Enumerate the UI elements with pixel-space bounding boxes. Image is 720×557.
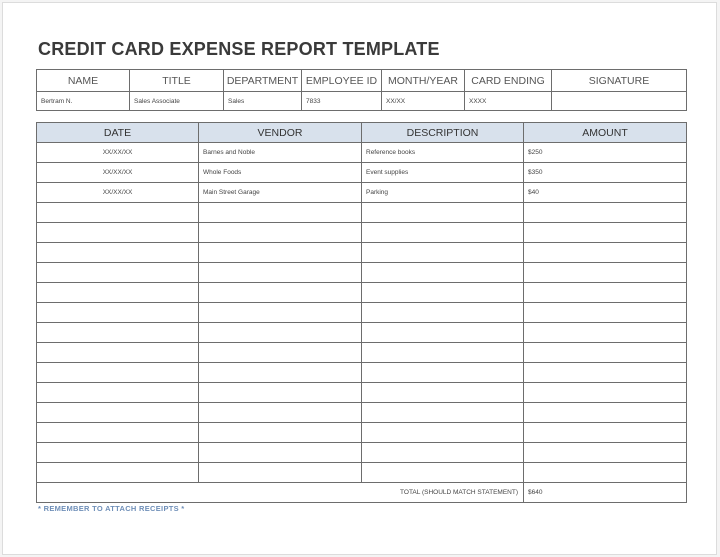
vendor-cell[interactable]	[199, 463, 362, 483]
vendor-cell[interactable]	[199, 223, 362, 243]
table-row	[37, 283, 687, 303]
amount-cell[interactable]	[524, 303, 687, 323]
table-row	[37, 223, 687, 243]
amount-cell[interactable]: $250	[524, 143, 687, 163]
department-header: DEPARTMENT	[224, 70, 302, 92]
vendor-cell[interactable]	[199, 423, 362, 443]
table-row	[37, 463, 687, 483]
description-cell[interactable]	[362, 303, 524, 323]
description-cell[interactable]	[362, 223, 524, 243]
description-cell[interactable]: Parking	[362, 183, 524, 203]
table-row	[37, 203, 687, 223]
total-row	[37, 483, 687, 503]
table-row	[37, 423, 687, 443]
description-cell[interactable]: Event supplies	[362, 163, 524, 183]
total-amount: $640	[524, 483, 687, 503]
table-row	[37, 303, 687, 323]
description-cell[interactable]	[362, 383, 524, 403]
vendor-cell[interactable]: Whole Foods	[199, 163, 362, 183]
date-cell[interactable]	[37, 343, 199, 363]
date-cell[interactable]	[37, 383, 199, 403]
table-row	[37, 143, 687, 163]
date-cell[interactable]	[37, 223, 199, 243]
date-cell[interactable]: XX/XX/XX	[37, 143, 199, 163]
date-cell[interactable]	[37, 423, 199, 443]
description-cell[interactable]	[362, 203, 524, 223]
amount-cell[interactable]	[524, 243, 687, 263]
department-cell[interactable]: Sales	[224, 92, 302, 111]
amount-cell[interactable]	[524, 203, 687, 223]
amount-cell[interactable]	[524, 283, 687, 303]
month-year-cell[interactable]: XX/XX	[382, 92, 465, 111]
vendor-cell[interactable]	[199, 403, 362, 423]
amount-header: AMOUNT	[524, 123, 687, 143]
employee-info-table	[36, 69, 687, 111]
info-header-row	[37, 70, 687, 92]
table-row	[37, 323, 687, 343]
description-cell[interactable]	[362, 263, 524, 283]
signature-cell[interactable]	[552, 92, 687, 111]
signature-header: SIGNATURE	[552, 70, 687, 92]
amount-cell[interactable]	[524, 343, 687, 363]
amount-cell[interactable]	[524, 383, 687, 403]
description-cell[interactable]	[362, 323, 524, 343]
date-cell[interactable]	[37, 303, 199, 323]
vendor-cell[interactable]: Main Street Garage	[199, 183, 362, 203]
date-cell[interactable]	[37, 443, 199, 463]
amount-cell[interactable]	[524, 363, 687, 383]
vendor-cell[interactable]	[199, 443, 362, 463]
description-cell[interactable]	[362, 363, 524, 383]
name-cell[interactable]: Bertram N.	[37, 92, 130, 111]
amount-cell[interactable]	[524, 263, 687, 283]
amount-cell[interactable]	[524, 323, 687, 343]
month-year-header: MONTH/YEAR	[382, 70, 465, 92]
table-row	[37, 443, 687, 463]
card-ending-cell[interactable]: XXXX	[465, 92, 552, 111]
description-cell[interactable]	[362, 403, 524, 423]
name-header: NAME	[37, 70, 130, 92]
description-cell[interactable]	[362, 343, 524, 363]
date-cell[interactable]	[37, 463, 199, 483]
date-cell[interactable]	[37, 263, 199, 283]
date-cell[interactable]	[37, 283, 199, 303]
expense-header-row	[37, 123, 687, 143]
vendor-cell[interactable]	[199, 243, 362, 263]
amount-cell[interactable]	[524, 423, 687, 443]
date-cell[interactable]	[37, 403, 199, 423]
vendor-cell[interactable]: Barnes and Noble	[199, 143, 362, 163]
vendor-cell[interactable]	[199, 323, 362, 343]
table-row	[37, 343, 687, 363]
employee-id-cell[interactable]: 7833	[302, 92, 382, 111]
expense-table	[36, 122, 687, 503]
table-row	[37, 163, 687, 183]
vendor-cell[interactable]	[199, 303, 362, 323]
amount-cell[interactable]	[524, 403, 687, 423]
amount-cell[interactable]	[524, 223, 687, 243]
employee-id-header: EMPLOYEE ID	[302, 70, 382, 92]
total-label: TOTAL (SHOULD MATCH STATEMENT)	[37, 483, 524, 503]
card-ending-header: CARD ENDING	[465, 70, 552, 92]
date-header: DATE	[37, 123, 199, 143]
vendor-cell[interactable]	[199, 383, 362, 403]
amount-cell[interactable]: $350	[524, 163, 687, 183]
description-cell[interactable]	[362, 243, 524, 263]
table-row	[37, 183, 687, 203]
receipts-reminder: * REMEMBER TO ATTACH RECEIPTS *	[38, 504, 185, 513]
description-cell[interactable]	[362, 423, 524, 443]
title-cell[interactable]: Sales Associate	[130, 92, 224, 111]
amount-cell[interactable]: $40	[524, 183, 687, 203]
vendor-header: VENDOR	[199, 123, 362, 143]
vendor-cell[interactable]	[199, 263, 362, 283]
date-cell[interactable]	[37, 363, 199, 383]
date-cell[interactable]	[37, 243, 199, 263]
table-row	[37, 263, 687, 283]
report-page	[2, 2, 717, 555]
expense-rows	[37, 143, 687, 483]
description-cell[interactable]: Reference books	[362, 143, 524, 163]
description-cell[interactable]	[362, 443, 524, 463]
date-cell[interactable]	[37, 203, 199, 223]
amount-cell[interactable]	[524, 443, 687, 463]
table-row	[37, 363, 687, 383]
date-cell[interactable]: XX/XX/XX	[37, 163, 199, 183]
description-cell[interactable]	[362, 463, 524, 483]
table-row	[37, 403, 687, 423]
title-header: TITLE	[130, 70, 224, 92]
vendor-cell[interactable]	[199, 363, 362, 383]
vendor-cell[interactable]	[199, 203, 362, 223]
date-cell[interactable]	[37, 323, 199, 343]
description-cell[interactable]	[362, 283, 524, 303]
page-title: CREDIT CARD EXPENSE REPORT TEMPLATE	[38, 39, 440, 59]
amount-cell[interactable]	[524, 463, 687, 483]
date-cell[interactable]: XX/XX/XX	[37, 183, 199, 203]
table-row	[37, 383, 687, 403]
description-header: DESCRIPTION	[362, 123, 524, 143]
vendor-cell[interactable]	[199, 283, 362, 303]
vendor-cell[interactable]	[199, 343, 362, 363]
table-row	[37, 243, 687, 263]
info-value-row	[37, 92, 687, 111]
